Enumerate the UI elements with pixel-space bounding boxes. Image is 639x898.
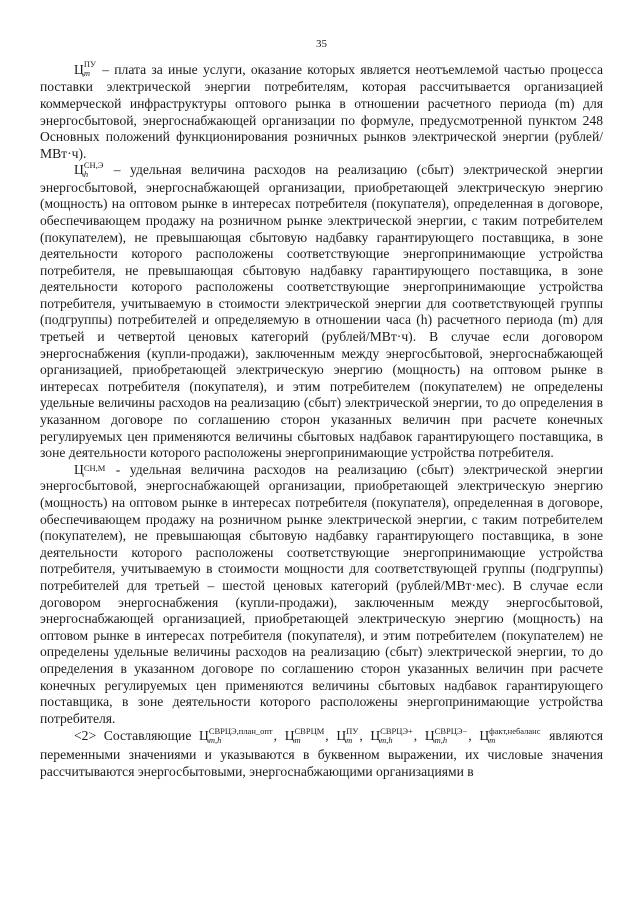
footnote-text: являются переменными значениями и указываются в буквенном выражении, их числовые значения рассчитываются энергосбытовыми, энергоснабжающими организациями в: [40, 728, 603, 779]
footnote-lead: Составляющие: [96, 728, 199, 744]
footnote-marker: <2>: [74, 728, 97, 744]
formula-symbol: Ц СВРЦЭ,план_опт m,h: [199, 725, 273, 745]
formula-symbol: Ц СН,М: [74, 461, 106, 477]
paragraph-sn-e: [40, 159, 603, 461]
paragraph-text: – удельная величина расходов на реализацию (сбыт) электрической энергии энергосбытовой, энергоснабжающей организации, приобретающей электрическую энергию (мощность) на оптовом рынке в интересах потребителя (покупателя), определенная в договоре, обеспечивающем продажу на розничном рынке электрической энергии, с таким потребителем (покупателем), не превышающая сбытовую надбавку гарантирующего поставщика, в зоне деятельности которого расположены соответствующие энергопринимающие устройства потребителя, не превышающая сбытовую надбавку гарантирующего поставщика, в зоне деятельности которого расположены соответствующие энергопринимающие устройства потребителя, учитываемую в стоимости электрической энергии для соответствующей группы (подгруппы) потребителей и определяемую в отношении часа (h) расчетного периода (m) для третьей и четвертой ценовых категорий (рублей/МВт·ч). В случае если договором энергоснабжения (купли-продажи), заключенным между энергосбытовой, энергоснабжающей организацией, приобретающей электрическую энергию (мощность) на оптовом рынке в интересах потребителя (покупателя), и этим потребителем (покупателем) не определены удельные величины расходов на реализацию (сбыт) электрической энергии, то до определения в указанном договоре по соглашению сторон указанных величин при расчете конечных регулируемых цен применяются величины сбытовых надбавок гарантирующего поставщика, в зоне деятельности которого расположены энергопринимающие устройства потребителя.: [40, 162, 603, 461]
formula-symbol: Ц СВРЦЭ− m,h: [424, 725, 468, 745]
page-number: 35: [316, 38, 327, 50]
formula-symbol: Ц СН,Э h: [74, 159, 104, 179]
formula-symbol: Ц СВРЦМ m: [284, 725, 325, 745]
paragraph-sn-m: [40, 462, 603, 728]
formula-symbol: Ц факт,небаланс m: [479, 725, 541, 745]
paragraph-text: – плата за иные услуги, оказание которых является неотъемлемой частью процесса поставки электрической энергии потребителям, которая рассчитывается организацией коммерческой инфраструктуры оптового рынка в отношении расчетного периода (m) для энергосбытовой, энергоснабжающей организации по формуле, предусмотренной пунктом 248 Основных положений функционирования розничных рынков электрической энергии (рублей/МВт·ч).: [40, 62, 603, 161]
paragraph-pu: [40, 59, 603, 162]
formula-symbol: Ц СВРЦЭ+ m,h: [370, 725, 413, 745]
paragraph-text: - удельная величина расходов на реализацию (сбыт) электрической энергии энергосбытовой, энергоснабжающей организации, приобретающей электрическую энергию (мощность) на оптовом рынке в интересах потребителя (покупателя), определенная в договоре, обеспечивающем продажу на розничном рынке электрической энергии, с таким потребителем (покупателем), не превышающая сбытовую надбавку гарантирующего поставщика, в зоне деятельности которого расположены соответствующие энергопринимающие устройства потребителя, учитываемую в стоимости мощности для соответствующей группы (подгруппы) потребителей для третьей – шестой ценовых категорий (рублей/МВт·мес). В случае если договором энергоснабжения (купли-продажи), заключенным между энергосбытовой, энергоснабжающей организацией, приобретающей электрическую энергию (мощность) на оптовом рынке в интересах потребителя (покупателя), и этим потребителем (покупателем) не определены удельные величины расходов на реализацию (сбыт) электрической энергии, то до определения в указанном договоре по соглашению сторон указанных величин при расчете конечных регулируемых цен применяются величины сбытовых надбавок гарантирующего поставщика, в зоне деятельности которого расположены энергопринимающие устройства потребителя.: [40, 461, 603, 726]
formula-symbol: Ц ПУ m: [74, 59, 96, 79]
formula-symbol: Ц ПУ m: [336, 725, 359, 745]
footnote-paragraph: <2> Составляющие Ц СВРЦЭ,план_опт m,h , Ц СВРЦМ m , Ц ПУ m , Ц СВРЦЭ+ m,h , Ц СВРЦЭ− m,h , Ц факт,небаланс m являются переменными значениями и указываются в буквенном выражении, их числовые значения рассчитываются энергосбытовыми, энергоснабжающими организациями в: [40, 725, 603, 779]
